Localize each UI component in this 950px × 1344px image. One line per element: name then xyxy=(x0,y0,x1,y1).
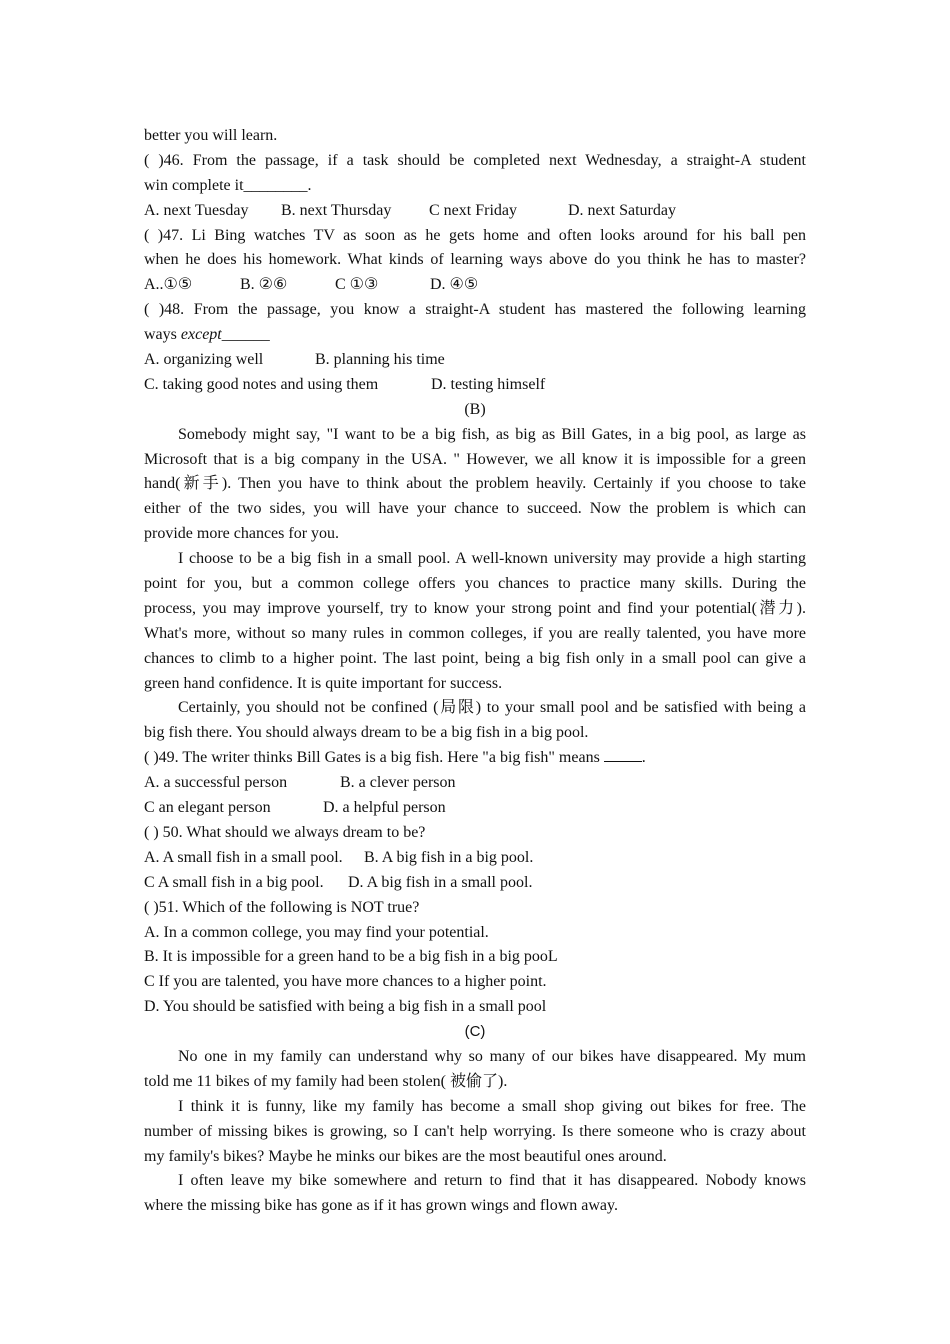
passage-line: provide more chances for you. xyxy=(144,525,340,543)
passage-line: I choose to be a big fish in a small pool. A well-known university may provide a high starting xyxy=(178,550,806,568)
option-a: A. next Tuesday xyxy=(144,201,249,219)
text: ways xyxy=(144,326,181,344)
section-heading-c: (C) xyxy=(464,1023,486,1041)
options-49-row2 xyxy=(144,796,806,821)
option-c: C an elegant person xyxy=(144,799,271,817)
passage-line: I often leave my bike somewhere and return to find that it has disappeared. Nobody knows xyxy=(178,1172,806,1190)
question-46: ( )46. From the passage, if a task should be completed next Wednesday, a straight-A student xyxy=(144,151,806,169)
passage-line: hand(新手). Then you have to think about the problem heavily. Certainly if you choose to take xyxy=(144,475,806,493)
passage-line: process, you may improve yourself, try to know your strong point and find your potential(潜力). xyxy=(144,599,806,617)
passage-line: Microsoft that is a big company in the USA. " However, we all know it is impossible for a green xyxy=(144,450,806,468)
options-46 xyxy=(144,199,806,224)
blank: ______ xyxy=(221,326,270,344)
option-c: C A small fish in a big pool. xyxy=(144,873,324,891)
question-line: win complete it________. xyxy=(144,176,312,194)
passage-line: Somebody might say, "I want to be a big fish, as big as Bill Gates, in a big pool, as large as xyxy=(178,425,806,443)
option-c: C ①③ xyxy=(335,276,379,294)
option-d: D. ④⑤ xyxy=(430,276,479,294)
passage-line: big fish there. You should always dream to be a big fish in a big pool. xyxy=(144,724,589,742)
passage-line: No one in my family can understand why so many of our bikes have disappeared. My mum xyxy=(178,1047,806,1065)
option-c: C If you are talented, you have more chances to a higher point. xyxy=(144,973,547,991)
question-51: ( )51. Which of the following is NOT true? xyxy=(144,898,420,916)
passage-line: where the missing bike has gone as if it has grown wings and flown away. xyxy=(144,1197,618,1215)
options-48-row2 xyxy=(144,373,806,398)
passage-line: What's more, without so many rules in common colleges, if you are really talented, you have more xyxy=(144,624,806,642)
passage-line: chances to climb to a higher point. The last point, being a big fish only in a small pool can give a xyxy=(144,649,806,667)
options-49-row1 xyxy=(144,771,806,796)
option-a: A. A small fish in a small pool. xyxy=(144,848,343,866)
question-line xyxy=(144,323,806,348)
options-48-row1 xyxy=(144,348,806,373)
question-end: . xyxy=(641,749,646,767)
option-b: B. A big fish in a big pool. xyxy=(364,848,534,866)
option-b: B. a clever person xyxy=(340,774,456,792)
question-text: ( )49. The writer thinks Bill Gates is a big fish. Here "a big fish" means xyxy=(144,749,604,767)
question-47: ( )47. Li Bing watches TV as soon as he gets home and often looks around for his ball pen xyxy=(144,226,806,244)
passage-line: I think it is funny, like my family has become a small shop giving out bikes for free. The xyxy=(178,1097,806,1115)
option-c: C. taking good notes and using them xyxy=(144,375,379,393)
option-d: D. next Saturday xyxy=(568,201,676,219)
passage-line: told me 11 bikes of my family had been stolen( 被偷了). xyxy=(144,1072,508,1090)
option-b: B. ②⑥ xyxy=(240,276,288,294)
options-47 xyxy=(144,273,806,298)
passage-line: Certainly, you should not be confined (局限) to your small pool and be satisfied with being a xyxy=(178,699,806,717)
passage-line: either of the two sides, you will have your chance to succeed. Now the problem is which can xyxy=(144,500,806,518)
passage-line: point for you, but a common college offers you chances to practice many skills. During the xyxy=(144,575,806,593)
option-b: B. It is impossible for a green hand to be a big fish in a big pooL xyxy=(144,948,558,966)
option-a: A. a successful person xyxy=(144,774,288,792)
option-d: D. A big fish in a small pool. xyxy=(348,873,533,891)
emphasis: except xyxy=(180,326,222,344)
options-50-row1 xyxy=(144,846,806,871)
option-a: A..①⑤ xyxy=(144,276,193,294)
option-b: B. planning his time xyxy=(315,351,445,369)
answer-blank xyxy=(604,746,642,762)
passage-line: my family's bikes? Maybe he minks our bikes are the most beautiful ones around. xyxy=(144,1147,667,1165)
passage-line: number of missing bikes is growing, so I can't help worrying. Is there someone who is crazy about xyxy=(144,1122,806,1140)
question-48: ( )48. From the passage, you know a straight-A student has mastered the following learning xyxy=(144,301,806,319)
question-line: when he does his homework. What kinds of learning ways above do you think he has to master? xyxy=(144,251,806,269)
question-49 xyxy=(144,746,806,771)
option-d: D. a helpful person xyxy=(323,799,446,817)
option-b: B. next Thursday xyxy=(281,201,392,219)
document-page xyxy=(144,124,806,1219)
options-50-row2 xyxy=(144,871,806,896)
option-d: D. You should be satisfied with being a big fish in a small pool xyxy=(144,998,547,1016)
option-c: C next Friday xyxy=(429,201,517,219)
option-d: D. testing himself xyxy=(431,375,546,393)
option-a: A. In a common college, you may find your potential. xyxy=(144,923,489,941)
question-50: ( ) 50. What should we always dream to be? xyxy=(144,823,426,841)
passage-line: better you will learn. xyxy=(144,127,278,144)
option-a: A. organizing well xyxy=(144,351,264,369)
passage-line: green hand confidence. It is quite important for success. xyxy=(144,674,503,692)
section-heading-b: (B) xyxy=(464,400,486,418)
